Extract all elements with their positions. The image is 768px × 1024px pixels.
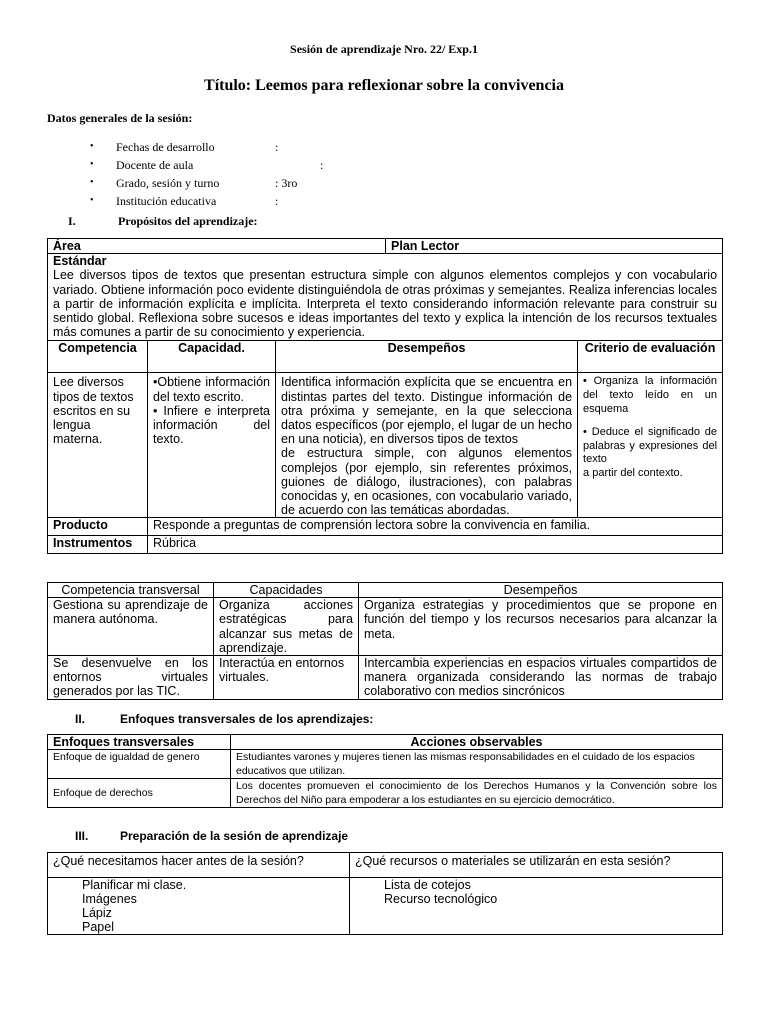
purposes-table xyxy=(47,238,723,554)
criterio-item: • Deduce el significado de palabras y expresiones del texto xyxy=(583,426,718,466)
capacidad-cell xyxy=(148,373,276,518)
recursos-item: Lista de cotejos xyxy=(384,878,471,892)
header-capacidades: Capacidades xyxy=(214,583,359,598)
standard-text: Lee diversos tipos de textos que presentan estructura simple con algunos elementos complejos y con vocabulario variado. Obtiene información poco evidente distinguiéndola de otras próximas y semejantes. Realiza inferencias locales a partir de información explícita e implícita. Interpreta el texto considerando información relevante para construir su sentido global. Reflexiona sobre sucesos e ideas importantes del texto y explica la intención de los recursos textuales más comunes a partir de su conocimiento y experiencia. xyxy=(53,268,718,340)
approach-row xyxy=(48,779,723,808)
section-1-number: I. xyxy=(68,214,76,228)
approach-row xyxy=(48,750,723,779)
producto-value: Responde a preguntas de comprensión lectora sobre la convivencia en familia. xyxy=(148,518,723,536)
transversal-competencia: Gestiona su aprendizaje de manera autónoma. xyxy=(48,598,214,656)
general-item-label: Fechas de desarrollo xyxy=(116,140,215,154)
competency-header-row xyxy=(48,341,723,373)
antes-item: Imágenes xyxy=(82,892,137,906)
instrumentos-value: Rúbrica xyxy=(148,536,723,554)
competency-row xyxy=(48,373,723,518)
preparation-row xyxy=(48,878,723,935)
general-item-value: : xyxy=(320,158,324,172)
transversal-desempeno: Intercambia experiencias en espacios virtuales compartidos de manera organizada considerando las normas de trabajo colaborativo con medios sincrónicos xyxy=(359,656,723,700)
header-capacidad: Capacidad. xyxy=(148,341,276,373)
transversal-capacidad: Interactúa en entornos virtuales. xyxy=(214,656,359,700)
approach-action: Estudiantes varones y mujeres tienen las mismas responsabilidades en el cuidado de los espacios educativos que utilizan. xyxy=(231,750,723,779)
standard-label: Estándar xyxy=(53,254,107,269)
preparation-table xyxy=(47,852,723,935)
general-item-value: : 3ro xyxy=(275,176,298,190)
general-item-label: Docente de aula xyxy=(116,158,194,172)
capacidad-item: •Obtiene información del texto escrito. xyxy=(153,375,270,404)
capacidad-item: • Infiere e interpreta información del texto. xyxy=(153,403,270,447)
general-item-value: : xyxy=(275,140,279,154)
approach-name: Enfoque de derechos xyxy=(48,779,231,808)
transversal-competencia: Se desenvuelve en los entornos virtuales generados por las TIC. xyxy=(48,656,214,700)
producto-label: Producto xyxy=(48,518,148,536)
competencia-cell: Lee diversos tipos de textos escritos en su lengua materna. xyxy=(48,373,148,518)
header-desempenos: Desempeños xyxy=(359,583,723,598)
header-antes: ¿Qué necesitamos hacer antes de la sesión? xyxy=(48,853,350,878)
antes-item: Planificar mi clase. xyxy=(82,878,187,892)
section-3-title: Preparación de la sesión de aprendizaje xyxy=(120,829,349,843)
recursos-list xyxy=(350,878,723,935)
transversal-competency-table xyxy=(47,582,723,700)
header-recursos: ¿Qué recursos o materiales se utilizarán en esta sesión? xyxy=(350,853,723,878)
session-number: Sesión de aprendizaje Nro. 22/ Exp.1 xyxy=(290,42,478,56)
criterio-cell xyxy=(578,373,723,518)
transversal-row xyxy=(48,598,723,656)
bullet-icon: • xyxy=(90,141,94,152)
bullet-icon: • xyxy=(90,195,94,206)
general-item-value: : xyxy=(275,194,279,208)
approach-name: Enfoque de igualdad de genero xyxy=(48,750,231,779)
transversal-row xyxy=(48,656,723,700)
standard-row xyxy=(48,254,723,341)
header-criterio: Criterio de evaluación xyxy=(578,341,723,373)
desempeno-text: de estructura simple, con algunos elementos complejos (por ejemplo, sin referentes próximos, guiones de diálogo, ilustraciones), con palabras conocidas y, en ocasiones, con vocabulario variado, de acuerdo con las temáticas abordadas. xyxy=(281,446,573,518)
transversal-header-row xyxy=(48,583,723,598)
header-desempenos: Desempeños xyxy=(276,341,578,373)
antes-item: Lápiz xyxy=(82,906,112,920)
preparation-header-row xyxy=(48,853,723,878)
header-enfoques: Enfoques transversales xyxy=(48,735,231,750)
general-data-heading: Datos generales de la sesión: xyxy=(47,111,193,125)
section-2-heading xyxy=(75,712,373,726)
page-title: Título: Leemos para reflexionar sobre la convivencia xyxy=(204,77,564,94)
section-1-title: Propósitos del aprendizaje: xyxy=(118,214,258,228)
header-competencia: Competencia xyxy=(48,341,148,373)
area-value: Plan Lector xyxy=(386,239,723,254)
desempeno-text: Identifica información explícita que se encuentra en distintas partes del texto. Distingue información de otra próxima y semejante, en la que selecciona datos específicos (por ejemplo, el lugar de un hecho en una noticia), en diversos tipos de textos xyxy=(281,375,573,447)
transversal-capacidad: Organiza acciones estratégicas para alcanzar sus metas de aprendizaje. xyxy=(214,598,359,656)
area-label: Área xyxy=(48,239,386,254)
section-3-number: III. xyxy=(75,829,89,843)
antes-item: Papel xyxy=(82,920,114,934)
bullet-icon: • xyxy=(90,177,94,188)
general-item-label: Institución educativa xyxy=(116,194,217,208)
criterio-item: • Organiza la información del texto leído en un esquema xyxy=(583,375,718,415)
product-row xyxy=(48,518,723,536)
section-2-number: II. xyxy=(75,712,86,726)
section-3-heading xyxy=(75,829,348,843)
bullet-icon: • xyxy=(90,159,94,170)
instrumentos-label: Instrumentos xyxy=(48,536,148,554)
criterio-item: a partir del contexto. xyxy=(583,466,683,479)
antes-list xyxy=(48,878,350,935)
section-1-heading xyxy=(68,214,258,229)
transversal-desempeno: Organiza estrategias y procedimientos que se propone en función del tiempo y los recursos necesarios para alcanzar la meta. xyxy=(359,598,723,656)
recursos-item: Recurso tecnológico xyxy=(384,892,498,906)
area-row xyxy=(48,239,723,254)
section-2-title: Enfoques transversales de los aprendizajes: xyxy=(120,712,374,726)
standard-cell xyxy=(48,254,723,341)
header-competencia-transversal: Competencia transversal xyxy=(48,583,214,598)
approaches-header-row xyxy=(48,735,723,750)
approaches-table xyxy=(47,734,723,808)
desempeno-cell xyxy=(276,373,578,518)
general-item-label: Grado, sesión y turno xyxy=(116,176,220,190)
header-acciones: Acciones observables xyxy=(231,735,723,750)
approach-action: Los docentes promueven el conocimiento de los Derechos Humanos y la Convención sobre los Derechos del Niño para empoderar a los estudiantes en su ejercicio democrático. xyxy=(231,779,723,808)
instruments-row xyxy=(48,536,723,554)
